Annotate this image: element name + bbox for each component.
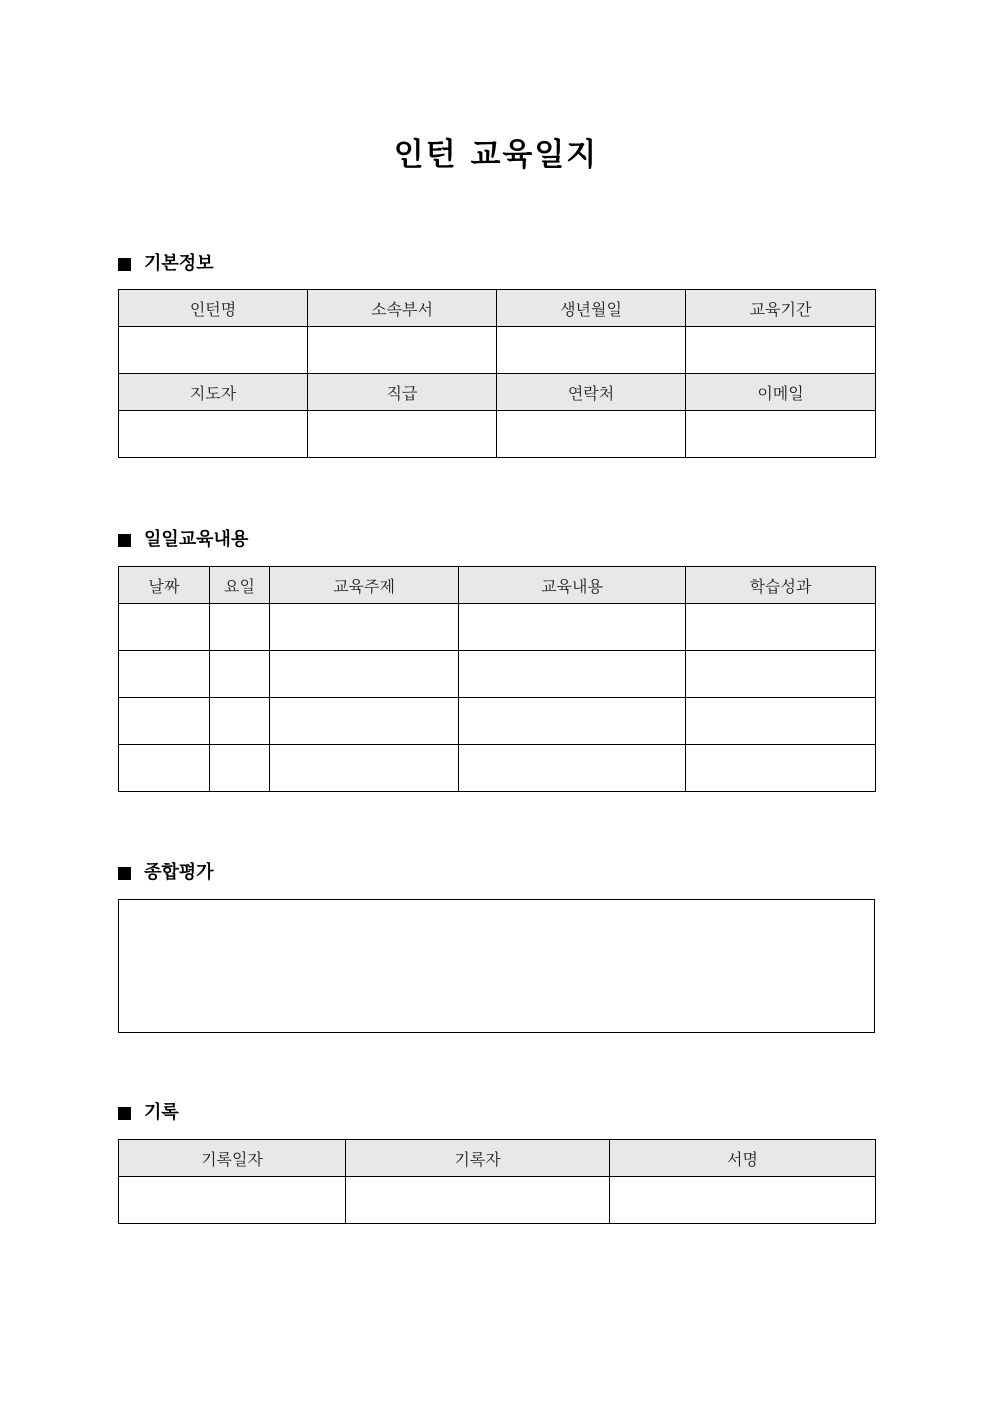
square-bullet-icon xyxy=(118,258,131,271)
table-row xyxy=(119,327,876,374)
outcome-cell[interactable] xyxy=(686,604,876,651)
table-header-row xyxy=(119,374,876,411)
table-row xyxy=(119,604,876,651)
overall-evaluation-field[interactable] xyxy=(118,899,875,1033)
signature-field[interactable] xyxy=(610,1177,876,1224)
table-row xyxy=(119,411,876,458)
intern-name-field[interactable] xyxy=(119,327,308,374)
daily-training-table xyxy=(118,566,876,792)
outcome-cell[interactable] xyxy=(686,698,876,745)
topic-cell[interactable] xyxy=(270,604,459,651)
header-cell-birthdate: 생년월일 xyxy=(497,290,686,327)
basic-info-table xyxy=(118,289,876,458)
contact-field[interactable] xyxy=(497,411,686,458)
weekday-cell[interactable] xyxy=(210,698,270,745)
document-title: 인턴 교육일지 xyxy=(393,137,599,173)
table-header-row xyxy=(119,1140,876,1177)
header-cell-intern-name: 인턴명 xyxy=(119,290,308,327)
table-row xyxy=(119,745,876,792)
date-cell[interactable] xyxy=(119,604,210,651)
header-cell-department: 소속부서 xyxy=(308,290,497,327)
content-cell[interactable] xyxy=(459,745,686,792)
date-cell[interactable] xyxy=(119,651,210,698)
supervisor-field[interactable] xyxy=(119,411,308,458)
header-cell-weekday: 요일 xyxy=(210,567,270,604)
outcome-cell[interactable] xyxy=(686,745,876,792)
birthdate-field[interactable] xyxy=(497,327,686,374)
topic-cell[interactable] xyxy=(270,745,459,792)
table-row xyxy=(119,1177,876,1224)
header-cell-signature: 서명 xyxy=(610,1140,876,1177)
section-heading-daily-training xyxy=(118,527,248,553)
content-cell[interactable] xyxy=(459,604,686,651)
section-title: 종합평가 xyxy=(144,862,214,883)
department-field[interactable] xyxy=(308,327,497,374)
weekday-cell[interactable] xyxy=(210,651,270,698)
email-field[interactable] xyxy=(686,411,876,458)
record-date-field[interactable] xyxy=(119,1177,346,1224)
content-cell[interactable] xyxy=(459,651,686,698)
outcome-cell[interactable] xyxy=(686,651,876,698)
section-heading-overall-evaluation xyxy=(118,860,214,886)
section-title: 기록 xyxy=(144,1102,179,1123)
header-cell-training-period: 교육기간 xyxy=(686,290,876,327)
header-cell-recorder: 기록자 xyxy=(346,1140,610,1177)
record-table xyxy=(118,1139,876,1224)
topic-cell[interactable] xyxy=(270,698,459,745)
table-row xyxy=(119,651,876,698)
table-row xyxy=(119,698,876,745)
header-cell-outcome: 학습성과 xyxy=(686,567,876,604)
header-cell-supervisor: 지도자 xyxy=(119,374,308,411)
table-header-row xyxy=(119,290,876,327)
section-heading-record xyxy=(118,1100,179,1126)
header-cell-email: 이메일 xyxy=(686,374,876,411)
section-heading-basic-info xyxy=(118,251,214,277)
square-bullet-icon xyxy=(118,867,131,880)
training-period-field[interactable] xyxy=(686,327,876,374)
section-title: 기본정보 xyxy=(144,253,214,274)
date-cell[interactable] xyxy=(119,745,210,792)
header-cell-date: 날짜 xyxy=(119,567,210,604)
header-cell-content: 교육내용 xyxy=(459,567,686,604)
header-cell-contact: 연락처 xyxy=(497,374,686,411)
header-cell-topic: 교육주제 xyxy=(270,567,459,604)
square-bullet-icon xyxy=(118,534,131,547)
date-cell[interactable] xyxy=(119,698,210,745)
header-cell-position: 직급 xyxy=(308,374,497,411)
weekday-cell[interactable] xyxy=(210,745,270,792)
square-bullet-icon xyxy=(118,1107,131,1120)
content-cell[interactable] xyxy=(459,698,686,745)
header-cell-record-date: 기록일자 xyxy=(119,1140,346,1177)
position-field[interactable] xyxy=(308,411,497,458)
weekday-cell[interactable] xyxy=(210,604,270,651)
topic-cell[interactable] xyxy=(270,651,459,698)
recorder-field[interactable] xyxy=(346,1177,610,1224)
section-title: 일일교육내용 xyxy=(144,529,249,550)
table-header-row xyxy=(119,567,876,604)
